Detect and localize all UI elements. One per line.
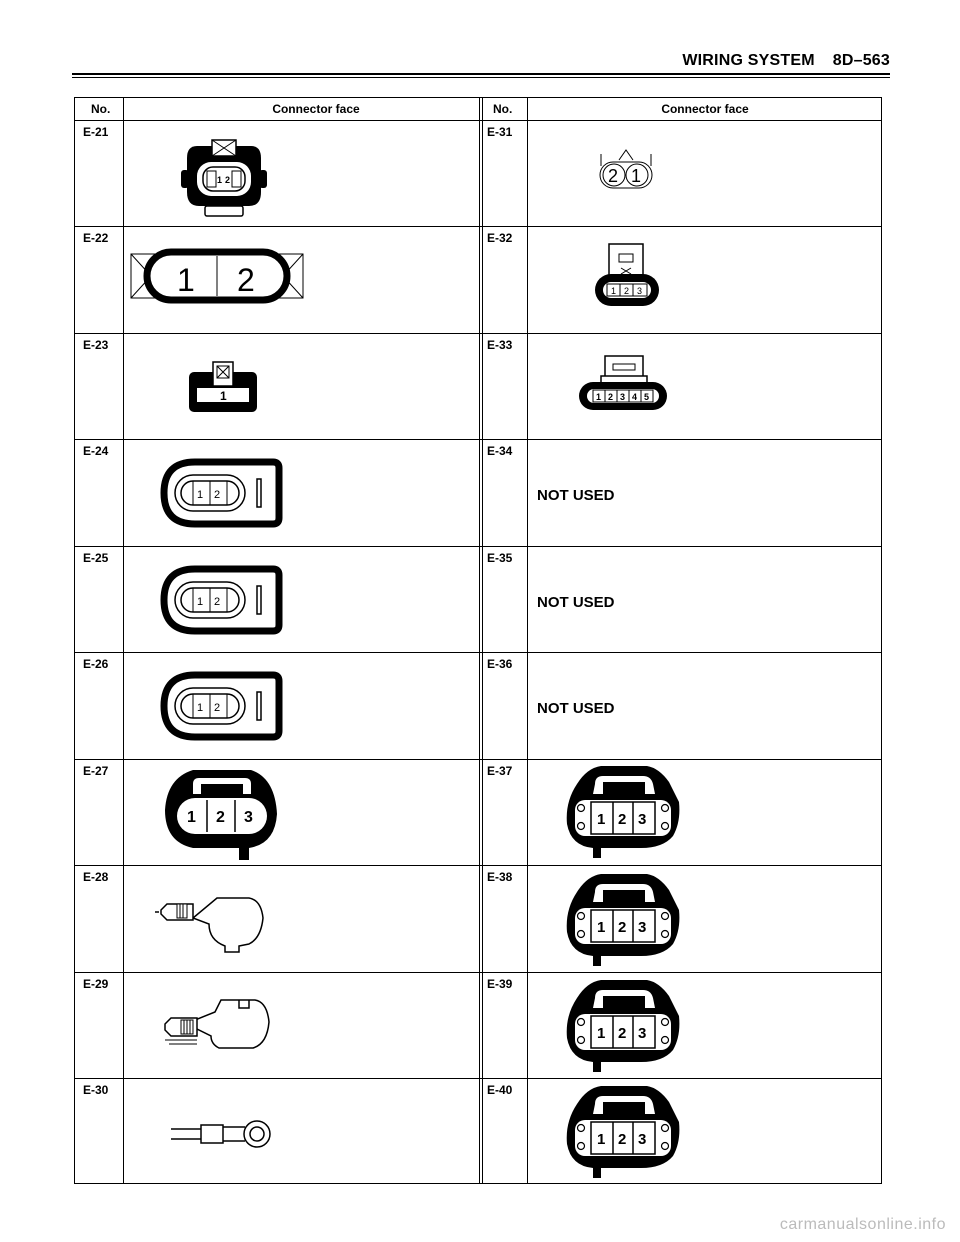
- connector-e32-icon: [593, 242, 661, 308]
- pin-label: 1: [220, 389, 227, 403]
- row-label: E-23: [83, 338, 109, 352]
- pin-label: 1: [197, 489, 204, 501]
- pin-label: 2: [214, 489, 221, 501]
- row-divider: [75, 972, 881, 973]
- row-divider: [75, 1078, 881, 1079]
- pin-label: 2: [608, 392, 614, 402]
- connector-e25-icon: [161, 566, 283, 634]
- col-face-left: Connector face: [272, 102, 360, 116]
- row-divider: [75, 226, 881, 227]
- connector-e22-icon: [129, 248, 305, 308]
- pin-label: 2: [214, 596, 221, 608]
- row-label: E-37: [487, 764, 513, 778]
- connector-e26-icon: [161, 672, 283, 740]
- row-label: E-34: [487, 444, 513, 458]
- connector-e24-icon: [161, 459, 283, 527]
- connector-e33-icon: [577, 352, 669, 414]
- row-label: E-35: [487, 551, 513, 565]
- pin-label: 1: [631, 166, 642, 186]
- not-used-label: NOT USED: [537, 700, 615, 717]
- page-number: 8D–563: [832, 52, 890, 69]
- row-divider: [75, 439, 881, 440]
- pin-label: 2: [216, 809, 225, 826]
- row-label: E-27: [83, 764, 109, 778]
- connector-e21-icon: [179, 136, 269, 220]
- header-rule: [72, 73, 890, 75]
- row-label: E-21: [83, 125, 109, 139]
- pin-label: 2: [618, 1025, 627, 1042]
- pin-label: 3: [244, 809, 253, 826]
- row-divider: [75, 759, 881, 760]
- pin-label: 2: [608, 166, 619, 186]
- row-label: E-26: [83, 657, 109, 671]
- connector-table: [74, 97, 882, 1184]
- connector-e40-icon: [563, 1082, 683, 1184]
- pin-label: 1: [177, 262, 195, 298]
- pin-label: 4: [632, 392, 638, 402]
- connector-e38-icon: [563, 870, 683, 972]
- connector-e28-icon: [155, 894, 265, 958]
- row-label: E-33: [487, 338, 513, 352]
- pin-label: 2: [624, 286, 630, 296]
- pin-label: 5: [644, 392, 650, 402]
- connector-e27-icon: [163, 764, 281, 864]
- section-title: WIRING SYSTEM: [682, 52, 815, 69]
- pin-label: 1: [597, 811, 606, 828]
- connector-e30-icon: [171, 1113, 275, 1153]
- pin-label: 2: [618, 1131, 627, 1148]
- divider: [75, 120, 881, 121]
- pin-label: 3: [638, 919, 647, 936]
- col-face-right: Connector face: [661, 102, 749, 116]
- col-no-right: No.: [493, 102, 513, 116]
- pin-label: 3: [637, 286, 643, 296]
- divider: [527, 98, 528, 1183]
- pin-label: 3: [638, 811, 647, 828]
- divider: [123, 98, 124, 1183]
- row-label: E-32: [487, 231, 513, 245]
- connector-e23-icon: [187, 360, 261, 416]
- row-label: E-38: [487, 870, 513, 884]
- pin-label: 3: [620, 392, 626, 402]
- row-label: E-22: [83, 231, 109, 245]
- row-label: E-39: [487, 977, 513, 991]
- pin-label: 3: [638, 1131, 647, 1148]
- connector-e39-icon: [563, 976, 683, 1078]
- not-used-label: NOT USED: [537, 594, 615, 611]
- row-divider: [75, 865, 881, 866]
- pin-label: 3: [638, 1025, 647, 1042]
- pin-label: 2: [214, 702, 221, 714]
- divider: [479, 98, 480, 1183]
- row-label: E-28: [83, 870, 109, 884]
- col-no-left: No.: [91, 102, 111, 116]
- pin-label: 1: [611, 286, 617, 296]
- divider: [482, 98, 483, 1183]
- row-label: E-24: [83, 444, 109, 458]
- row-label: E-29: [83, 977, 109, 991]
- pin-label: 1: [197, 596, 204, 608]
- row-label: E-30: [83, 1083, 109, 1097]
- connector-e31-icon: [599, 146, 653, 190]
- page-header: [640, 52, 890, 70]
- row-divider: [75, 333, 881, 334]
- connector-e37-icon: [563, 762, 683, 864]
- pin-label: 1: [596, 392, 602, 402]
- not-used-label: NOT USED: [537, 487, 615, 504]
- pin-label: 1: [597, 1025, 606, 1042]
- row-divider: [75, 652, 881, 653]
- pin-label: 1: [597, 919, 606, 936]
- pin-label: 2: [618, 811, 627, 828]
- pin-label: 1: [597, 1131, 606, 1148]
- pin-label: 1: [187, 809, 196, 826]
- connector-e29-icon: [155, 996, 275, 1060]
- pin-label: 2: [225, 175, 231, 185]
- row-label: E-25: [83, 551, 109, 565]
- pin-label: 2: [237, 262, 255, 298]
- pin-label: 1: [217, 175, 223, 185]
- row-label: E-31: [487, 125, 513, 139]
- row-label: E-40: [487, 1083, 513, 1097]
- row-divider: [75, 546, 881, 547]
- pin-label: 1: [197, 702, 204, 714]
- watermark: carmanualsonline.info: [779, 1216, 946, 1233]
- pin-label: 2: [618, 919, 627, 936]
- row-label: E-36: [487, 657, 513, 671]
- header-rule-thin: [72, 77, 890, 78]
